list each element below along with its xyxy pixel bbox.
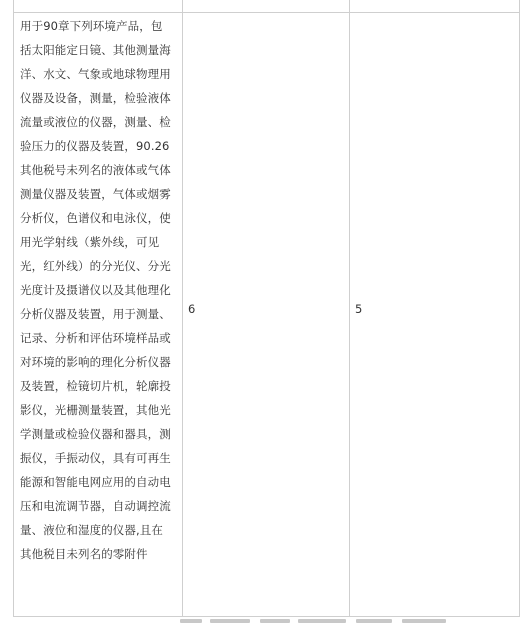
description-line: 对环境的影响的理化分析仪器 xyxy=(20,355,171,369)
product-description-cell xyxy=(20,14,178,566)
description-line: 测量仪器及装置，气体或烟雾 xyxy=(20,187,171,201)
description-line: 及装置，检镜切片机，轮廓投 xyxy=(20,379,171,393)
description-line: 记录、分析和评估环境样品或 xyxy=(20,331,171,345)
description-line: 光度计及摄谱仪以及其他理化 xyxy=(20,283,171,297)
description-line: 分析仪器及装置，用于测量、 xyxy=(20,307,171,321)
next-line-text-cutoff xyxy=(180,618,460,624)
description-line: 用光学射线（紫外线，可见 xyxy=(20,235,160,249)
column-divider-1 xyxy=(182,0,183,616)
row-divider-top xyxy=(14,12,519,13)
description-line: 其他税号未列名的液体或气体 xyxy=(20,163,171,177)
description-line: 影仪，光栅测量装置，其他光 xyxy=(20,403,171,417)
description-line: 括太阳能定日镜、其他测量海 xyxy=(20,43,171,57)
description-line: 仪器及设备，测量，检验液体 xyxy=(20,91,171,105)
column-divider-2 xyxy=(349,0,350,616)
description-line: 能源和智能电网应用的自动电 xyxy=(20,475,171,489)
description-line: 学测量或检验仪器和器具，测 xyxy=(20,427,171,441)
description-line: 用于90章下列环境产品，包 xyxy=(20,19,163,33)
description-line: 洋、水文、气象或地球物理用 xyxy=(20,67,171,81)
rate-value-cell-2: 5 xyxy=(355,302,363,316)
description-line: 振仪，手振动仪，具有可再生 xyxy=(20,451,171,465)
rate-value-cell-1: 6 xyxy=(188,302,196,316)
description-line: 流量或液位的仪器，测量、检 xyxy=(20,115,171,129)
description-line: 量、液位和湿度的仪器,且在 xyxy=(20,523,163,537)
description-line: 压和电流调节器，自动调控流 xyxy=(20,499,171,513)
tariff-table xyxy=(13,0,520,617)
description-line: 其他税目未列名的零附件 xyxy=(20,547,148,561)
description-line: 分析仪，色谱仪和电泳仪，使 xyxy=(20,211,171,225)
description-line: 验压力的仪器及装置，90.26 xyxy=(20,139,170,153)
description-line: 光，红外线）的分光仪、分光 xyxy=(20,259,171,273)
